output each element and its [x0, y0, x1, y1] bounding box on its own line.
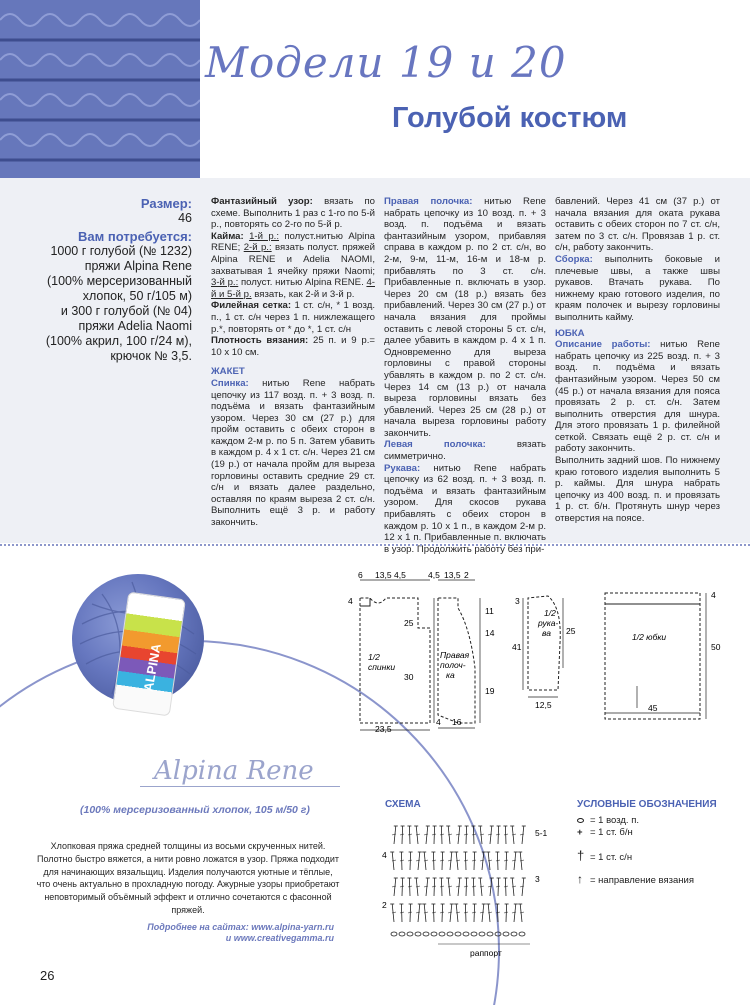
chart-stitch	[463, 932, 469, 936]
chart-stitch	[520, 834, 524, 835]
sleeve-label: ва	[542, 628, 551, 638]
section-heading: ЖАКЕТ	[211, 366, 245, 378]
chart-stitch	[512, 886, 516, 887]
chart-stitch	[520, 860, 524, 861]
page-number: 26	[40, 968, 55, 983]
chart-stitch	[424, 860, 428, 861]
chart-stitch	[439, 932, 445, 936]
text: нитью Rene набрать цепочку из 10 возд. п. + 3 возд. п. подъёма и вязать фантазийным узором, прибавляя справа в каждом р. по 2 ст. с/н, во 2-м, 9-м, 11-м, 16-м и 18-м р. прибавлять по 3 ст. с/н. Прибавленные п. включать в узор. Через 20 см (18 р.) вязать без прибавлений. Через 30 см (27 р.) от начала вязания для проймы оставить с левой стороны 5 ст. с/н, далее убавить в каждом р. 4 х 1 п. Одновременно для выреза горловины с правой стороны убавлять в каждом р. по 2 ст. с/н. Через 14 см (13 р.) от начала выреза горловины вязать без убавлений. Через 25 см (28 р.) от начала выреза горловины работу закончить.	[384, 196, 546, 439]
legend-text: = 1 ст. б/н	[590, 827, 633, 838]
dim-label: 6	[358, 570, 363, 580]
chart-stitch	[465, 852, 466, 870]
text-column-2	[384, 196, 546, 555]
dim-label: 3	[515, 596, 520, 606]
chart-stitch	[455, 932, 461, 936]
chart-stitch	[466, 878, 467, 896]
chart-stitch	[456, 860, 460, 861]
dim-label: 45	[648, 703, 658, 713]
text: нитью Rene набрать цепочку из 225 возд. п. + 3 возд. п. подъёма и вязать фантазийным узором. Через 50 см (45 р.) от начала вязания для пояса провязать 2 р. ст. с/н. Затем выполнить отверстия для шнура. Для этого провязать 1 р. филейной сеткой. Связать ещё 2 р. ст. с/н и работу закончить.	[555, 339, 721, 455]
back-label: 1/2	[368, 652, 380, 662]
size-heading: Размер:	[140, 196, 192, 211]
paragraph	[555, 339, 720, 455]
chart-stitch	[497, 904, 498, 922]
chart-stitch	[474, 904, 475, 922]
chart-stitch	[401, 852, 402, 870]
dim-label: 4	[436, 717, 441, 727]
dim-label: 11	[485, 606, 494, 616]
dim-label: 50	[711, 642, 721, 652]
chart-stitch	[495, 932, 501, 936]
chart-stitch	[418, 904, 420, 922]
row-number: 5-1	[535, 828, 548, 838]
chart-stitch	[522, 878, 524, 896]
yarn-label-brand: ALPINA	[140, 642, 164, 693]
chart-stitch	[392, 860, 396, 861]
section-heading: ЮБКА	[555, 327, 585, 339]
chart-stitch	[503, 932, 509, 936]
sleeve-label: рука-	[538, 618, 559, 628]
paragraph	[555, 254, 720, 324]
chart-stitch	[416, 860, 420, 861]
chart-stitch	[442, 904, 443, 922]
chart-stitch	[498, 826, 499, 844]
dim-label: 30	[404, 672, 414, 682]
chart-stitch	[480, 834, 484, 835]
chart-stitch	[512, 834, 516, 835]
chart-stitch	[416, 834, 420, 835]
chart-stitch	[433, 904, 434, 922]
text: 25 п. и 9 р.= 10 х 10 см.	[211, 335, 375, 358]
text: вязать симметрично.	[384, 439, 546, 463]
double-crochet-icon: †	[577, 848, 585, 863]
text: вязать по схеме. Выполнить 1 раз с 1-го по 5-й р., повторять со 2-го по 5-й р.	[211, 196, 376, 231]
chart-stitch	[522, 826, 524, 844]
text: нитью Rene набрать цепочку из 117 возд. п. + 3 возд. п. подъёма и вязать фантазийным узором. Через 30 см (27 р.) для пройм оставить с обеих сторон в каждом 2-м р. по 5 п. Затем убавить в каждом р. 4 х 1 ст. с/н. Через 21 см (19 р.) от начала пройм для выреза горловины оставить средние 29 ст. с/н и вязать далее раздельно, оставляя по краям выреза 2 ст. с/н. Выполнить ещё 3 р. и работу закончить.	[211, 377, 375, 529]
term: Рукава:	[384, 462, 421, 474]
dim-label: 4,5	[428, 570, 440, 580]
chart-stitch	[392, 912, 396, 913]
pattern-diagrams	[330, 568, 740, 733]
section-divider	[0, 544, 750, 546]
chart-stitch	[399, 932, 405, 936]
dim-label: 4	[348, 596, 353, 606]
chart-stitch	[424, 912, 428, 913]
row-label: 2-й р.:	[243, 242, 272, 254]
website-line: и www.creativegamma.ru	[225, 933, 334, 943]
chart-stitch	[424, 834, 428, 835]
chart-stitch	[418, 852, 420, 870]
text: выполнить боковые и плечевые швы, а также швы рукавов. Втачать рукава. По нижнему краю готового изделия, по краям полочек и вырезу горловины выполнить кайму.	[555, 253, 720, 323]
paragraph	[384, 463, 546, 556]
row-label: 4-й и 5-й р.	[211, 277, 375, 300]
legend-item	[577, 815, 639, 826]
legend-text: = 1 возд. п.	[590, 815, 639, 826]
chart-stitch	[480, 886, 484, 887]
yarn-swatch-photo	[0, 0, 200, 178]
material-line: (100% акрил, 100 г/24 м),	[45, 334, 192, 348]
chart-stitch	[520, 912, 524, 913]
yarn-description: Хлопковая пряжа средней толщины из восьми скрученных нитей. Полотно быстро вяжется, а нити ровно ложатся в узор. Пряжа подходит для начинающих вязальщиц. Изделия получаются уютные и тёплые, что очень актуально в прохладную погоду. Ажурные узоры приобретают неповторимый объёмный эффект и отлично сочетаются с фасонной пряжей.	[36, 841, 340, 915]
row-number: 2	[382, 900, 387, 910]
paragraph	[211, 231, 375, 301]
chart-stitch	[456, 912, 460, 913]
paragraph	[384, 439, 546, 462]
chart-stitch	[448, 886, 452, 887]
paragraph: Выполнить задний шов. По нижнему краю готового изделия выполнить 5 р. каймы. Для шнура набрать цепочку из 400 возд. п. и провязать 1 р. ст. б/н. Протянуть шнур через отверстия на поясе.	[555, 455, 720, 525]
chart-stitch	[394, 826, 396, 844]
chart-stitch	[407, 932, 413, 936]
chart-stitch	[392, 886, 396, 887]
legend-item	[577, 827, 633, 838]
material-line: 1000 г голубой (№ 1232)	[50, 244, 192, 258]
materials-heading: Вам потребуется:	[78, 229, 192, 244]
dim-label: 2	[464, 570, 469, 580]
chain-icon	[577, 818, 584, 823]
dim-label: 14	[485, 628, 495, 638]
websites	[90, 922, 334, 944]
chart-stitch	[401, 904, 402, 922]
row-number: 4	[382, 850, 387, 860]
chart-stitch	[424, 886, 428, 887]
chart-stitch	[394, 878, 396, 896]
chart-stitch	[505, 878, 506, 896]
website-line: Подробнее на сайтах: www.alpina-yarn.ru	[147, 922, 334, 932]
chart-stitch	[473, 826, 474, 844]
dim-label: 23,5	[375, 724, 392, 733]
chart-stitch	[519, 932, 525, 936]
header-band	[200, 0, 750, 178]
chart-stitch	[442, 852, 443, 870]
yarn-composition: (100% мерсеризованный хлопок, 105 м/50 г)	[80, 804, 310, 816]
chart-stitch	[416, 886, 420, 887]
dim-label: 13,5	[444, 570, 461, 580]
chart-stitch	[479, 932, 485, 936]
chart-stitch	[511, 932, 517, 936]
paragraph	[211, 335, 375, 358]
swatch-texture	[0, 0, 200, 178]
back-label: спинки	[368, 662, 396, 672]
material-line: и 300 г голубой (№ 04)	[60, 304, 192, 318]
direction-arrow-icon: ↑	[577, 872, 583, 886]
material-line: крючок № 3,5.	[110, 349, 192, 363]
chart-stitch	[448, 912, 452, 913]
term: Правая полочка:	[384, 196, 473, 207]
chart-stitch	[410, 852, 411, 870]
material-line: пряжи Alpina Rene	[84, 259, 192, 273]
chart-stitch	[488, 834, 492, 835]
chart-stitch	[488, 886, 492, 887]
chart-stitch	[480, 860, 484, 861]
chart-stitch	[471, 932, 477, 936]
chart-stitch	[434, 826, 435, 844]
dim-label: 16	[452, 717, 462, 727]
front-label: ка	[446, 670, 455, 680]
dim-label: 4,5	[394, 570, 406, 580]
chart-stitch	[423, 932, 429, 936]
chart-stitch	[465, 904, 466, 922]
series-title	[205, 38, 625, 87]
text: 1 ст. с/н, * 1 возд. п., 1 ст. с/н через 1 п. нижлежащего р.*, повторять от * до *, 1 ст. с/н	[211, 300, 375, 335]
chart-marks	[390, 826, 526, 936]
chart-stitch	[391, 932, 397, 936]
paragraph	[211, 196, 375, 231]
text-column-1	[211, 196, 375, 529]
chart-stitch	[498, 878, 499, 896]
chart-stitch	[431, 932, 437, 936]
chart-stitch	[506, 852, 507, 870]
chart-stitch	[514, 904, 516, 922]
text: вязать, как 2-й и 3-й р.	[251, 288, 355, 300]
chart-stitch	[458, 878, 460, 896]
row-number: 3	[535, 874, 540, 884]
chart-stitch	[458, 826, 460, 844]
term: Фантазийный узор:	[211, 196, 313, 207]
paragraph	[384, 196, 546, 439]
chart-stitch	[456, 834, 460, 835]
paragraph	[211, 378, 375, 529]
paragraph: бавлений. Через 41 см (37 р.) от начала вязания для оката рукава оставить с обеих сторон по 7 ст. с/н, затем по 3 ст. с/н. Провязав 1 р. ст. с/н, работу закончить.	[555, 196, 720, 254]
chart-stitch	[474, 852, 475, 870]
row-label: 1-й р.:	[249, 230, 279, 242]
chart-stitch	[490, 826, 492, 844]
chart-stitch	[434, 878, 435, 896]
chart-stitch	[490, 878, 492, 896]
brand-underline	[140, 786, 340, 787]
chart-stitch	[505, 826, 506, 844]
dim-label: 25	[404, 618, 414, 628]
chart-stitch	[392, 834, 396, 835]
chart-stitch	[410, 904, 411, 922]
material-line: пряжи Adelia Naomi	[78, 319, 192, 333]
legend-item	[577, 848, 632, 863]
chart-stitch	[441, 826, 442, 844]
legend-title: УСЛОВНЫЕ ОБОЗНАЧЕНИЯ	[577, 799, 717, 810]
page-title: Голубой костюм	[392, 102, 628, 134]
material-line: (100% мерсеризованный	[46, 274, 192, 288]
term: Филейная сетка:	[211, 300, 292, 312]
chart-stitch	[409, 826, 410, 844]
size-value: 46	[178, 211, 192, 225]
chart-stitch	[456, 886, 460, 887]
materials-block	[38, 196, 192, 364]
chart-stitch	[450, 904, 452, 922]
chart-stitch	[415, 932, 421, 936]
legend-text: = направление вязания	[590, 875, 694, 886]
dim-label: 4	[711, 590, 716, 600]
term: Сборка:	[555, 253, 593, 265]
chart-stitch	[402, 826, 403, 844]
chart-stitch	[409, 878, 410, 896]
brand-script-title: Alpina Rene	[154, 756, 314, 786]
dim-label: 19	[485, 686, 495, 696]
term: Кайма:	[211, 230, 244, 242]
single-crochet-icon: +	[577, 827, 583, 838]
dim-label: 13,5	[375, 570, 392, 580]
dim-label: 12,5	[535, 700, 552, 710]
front-label: Правая	[440, 650, 470, 660]
row-label: 3-й р.:	[211, 277, 239, 289]
chart-stitch	[512, 912, 516, 913]
chart-stitch	[416, 912, 420, 913]
text-column-3	[555, 196, 720, 525]
text: полуст.нитью Alpina RENE;	[211, 230, 375, 254]
chart-stitch	[447, 932, 453, 936]
chart-stitch	[441, 878, 442, 896]
chart-stitch	[506, 904, 507, 922]
chart-stitch	[450, 852, 452, 870]
term: Плотность вязания:	[211, 335, 309, 347]
chart-stitch	[488, 860, 492, 861]
chart-stitch	[466, 826, 467, 844]
chart-stitch	[512, 860, 516, 861]
dim-label: 25	[566, 626, 576, 636]
chart-stitch	[480, 912, 484, 913]
chart-stitch	[426, 878, 428, 896]
series-title-text: Модели 19 и 20	[205, 38, 567, 87]
text: нитью Rene набрать цепочку из 62 возд. п. + 3 возд. п. подъёма и вязать фантазийным узором. Для скосов рукава прибавлять с обеих сторон в каждом р. 10 х 1 п., в каждом 2-м р. 12 х 1 п. Прибавленные п. включать в узор. Продолжить работу без при-	[384, 462, 546, 555]
chart-stitch	[487, 932, 493, 936]
chart-stitch	[448, 834, 452, 835]
chart-stitch	[433, 852, 434, 870]
skirt-pattern-outline	[605, 593, 700, 719]
dim-label: 41	[512, 642, 522, 652]
legend-text: = 1 ст. с/н	[590, 852, 633, 863]
chart-stitch	[473, 878, 474, 896]
front-label: полоч-	[440, 660, 466, 670]
repeat-label: раппорт	[470, 948, 502, 958]
term: Левая полочка:	[384, 439, 486, 451]
text: вязать полуст. пряжей Alpina RENE и Adelia NAOMI, захватывая 1 ячейку пряжи Naomi;	[211, 242, 375, 277]
text: полуст. нитью Alpina RENE.	[238, 277, 367, 289]
chart-stitch	[482, 852, 484, 870]
chart-stitch	[520, 886, 524, 887]
chart-stitch	[488, 912, 492, 913]
term: Описание работы:	[555, 339, 651, 351]
sleeve-label: 1/2	[544, 608, 556, 618]
legend-item	[577, 872, 694, 886]
skirt-label: 1/2 юбки	[632, 632, 667, 642]
crochet-chart	[380, 812, 560, 962]
chart-stitch	[426, 826, 428, 844]
schema-title: СХЕМА	[385, 799, 421, 810]
paragraph	[211, 300, 375, 335]
chart-stitch	[497, 852, 498, 870]
term: Спинка:	[211, 377, 249, 389]
chart-stitch	[448, 860, 452, 861]
chart-stitch	[482, 904, 484, 922]
chart-stitch	[402, 878, 403, 896]
chart-stitch	[514, 852, 516, 870]
material-line: хлопок, 50 г/105 м)	[82, 289, 192, 303]
